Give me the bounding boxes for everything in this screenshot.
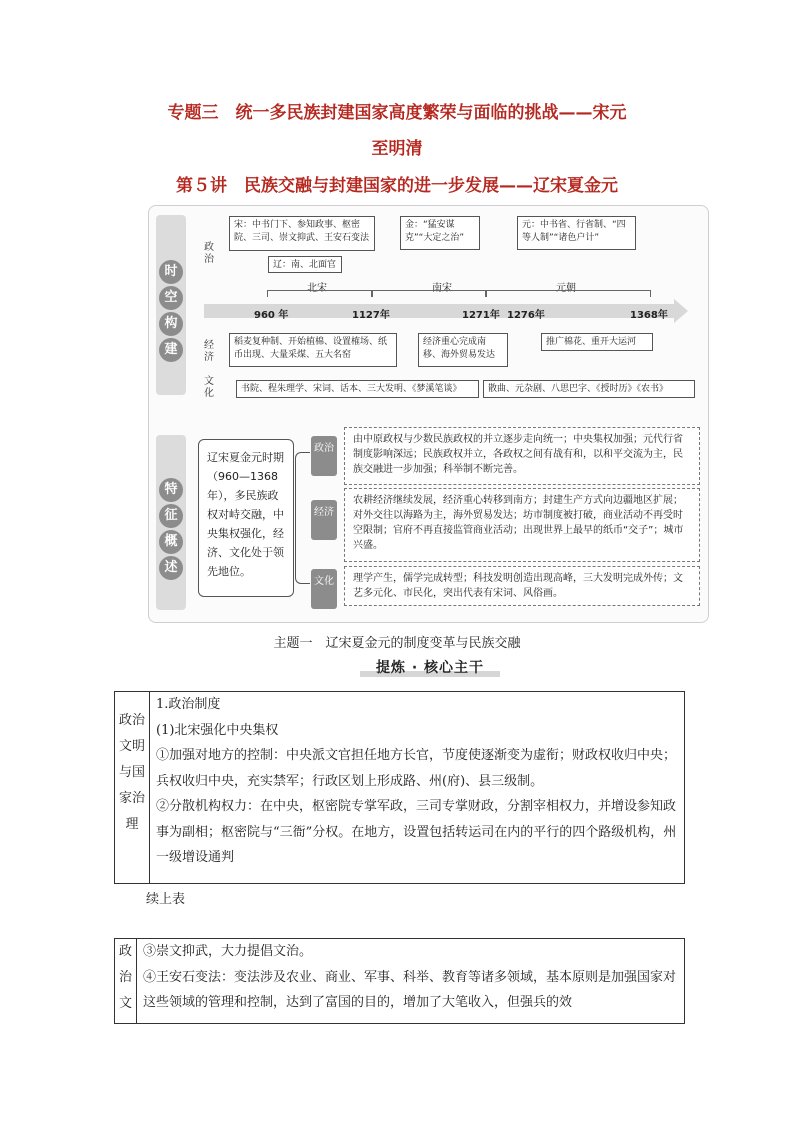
section2-char-1: 特 xyxy=(159,478,183,502)
feature-desc-politics: 由中原政权与少数民族政权的并立逐步走向统一；中央集权加强；元代行省制度影响深远；民族政权并立，各政权之间有战有和，以和平交流为主，民族交融进一步加强；科举制不断完善。 xyxy=(344,427,700,485)
section1-char-3: 构 xyxy=(159,312,183,336)
summary-box: 辽宋夏金元时期（960—1368年），多民族政权对峙交融，中央集权强化，经济、文化处于领先地位。 xyxy=(198,439,294,597)
economy-song-box: 稻麦复种制、开始植棉、设置榷场、纸币出现、大量采煤、五大名窑 xyxy=(229,333,397,367)
table2-category xyxy=(115,939,137,1024)
table2-content xyxy=(137,939,685,1024)
theme-heading: 主题一 辽宋夏金元的制度变革与民族交融 xyxy=(273,636,521,651)
row-label-culture: 文化 xyxy=(204,376,214,399)
summary-brace xyxy=(295,452,310,584)
section2-char-2: 征 xyxy=(159,504,183,528)
row-label-politics: 政治 xyxy=(204,242,214,265)
section1-char-2: 空 xyxy=(159,286,183,310)
section1-char-1: 时 xyxy=(159,260,183,284)
politics-jin-box: 金：“猛安谋克”“大定之治” xyxy=(400,216,480,250)
year-960: 960 年 xyxy=(254,310,289,321)
year-1271: 1271年 xyxy=(462,310,500,321)
timeline-arrowhead xyxy=(674,299,688,323)
era-bracket-north-song xyxy=(267,290,373,297)
economy-yuan-box: 推广棉花、重开大运河 xyxy=(541,333,653,351)
politics-liao-box: 辽：南、北面官 xyxy=(268,256,342,273)
category-text-2: 政治文 xyxy=(118,944,132,1011)
table2-point-4: ④王安石变法：变法涉及农业、商业、军事、科举、教育等诸多领域，基本原则是加强国家对这些领域的管理和控制，达到了富国的目的，增加了大笔收入，但强兵的效 xyxy=(143,969,677,1010)
feature-desc-culture: 理学产生，儒学完成转型；科技发明创造出现高峰，三大发明完成外传；文艺多元化、市民化，突出代表有宋词、风俗画。 xyxy=(344,566,700,606)
continued-label: 续上表 xyxy=(146,892,186,907)
feature-desc-economy: 农耕经济继续发展，经济重心转移到南方；封建生产方式向边疆地区扩展；对外交往以海路为主，海外贸易发达；坊市制度被打破，商业活动不再受时空限制；官府不再直接监管商业活动；出现世界上最早的纸币“交子”；城市兴盛。 xyxy=(344,488,700,562)
culture-yuan-box: 散曲、元杂剧、八思巴字、《授时历》《农书》 xyxy=(483,380,695,398)
table-point-2: ②分散机构权力：在中央，枢密院专掌军政，三司专掌财政，分割宰相权力，并增设参知政事为副相；枢密院与“三衙”分权。在地方，设置包括转运司在内的平行的四个路级机构，州一级增设通判 xyxy=(156,799,677,865)
table-content xyxy=(150,692,685,884)
era-yuan: 元朝 xyxy=(556,283,576,294)
table-subheading: (1)北宋强化中央集权 xyxy=(156,722,279,738)
lecture-title: 第５讲 民族交融与封建国家的进一步发展——辽宋夏金元 xyxy=(176,176,618,196)
table-category xyxy=(115,692,150,884)
table-heading: 1.政治制度 xyxy=(156,697,221,712)
category-text: 政治文明与国家治理 xyxy=(118,713,145,832)
feature-tag-economy: 经济 xyxy=(311,500,337,540)
era-south-song: 南宋 xyxy=(432,283,452,294)
politics-song-box: 宋：中书门下、参知政事、枢密院、三司、崇文抑武、王安石变法 xyxy=(229,216,375,251)
section2-char-3: 概 xyxy=(159,530,183,554)
year-1368: 1368年 xyxy=(630,310,668,321)
era-bracket-yuan xyxy=(485,290,651,297)
topic-title: 专题三 统一多民族封建国家高度繁荣与面临的挑战——宋元 xyxy=(167,103,627,123)
topic-title-cont: 至明清 xyxy=(371,139,423,159)
feature-tag-culture: 文化 xyxy=(311,569,337,609)
culture-song-box: 书院、程朱理学、宋词、话本、三大发明、《梦溪笔谈》 xyxy=(236,380,479,398)
table2-point-3: ③崇文抑武，大力提倡文治。 xyxy=(143,944,313,959)
table-point-1: ①加强对地方的控制：中央派文官担任地方长官，节度使逐渐变为虚衔；财政权收归中央；兵权收归中央，充实禁军；行政区划上形成路、州(府)、县三级制。 xyxy=(156,748,677,789)
section2-char-4: 述 xyxy=(159,556,183,580)
era-bracket-south-song xyxy=(371,290,487,297)
row-label-economy: 经济 xyxy=(204,340,214,363)
policy-table xyxy=(114,691,685,884)
year-1127: 1127年 xyxy=(352,310,390,321)
politics-yuan-box: 元：中书省、行省制、“四等人制”“诸色户计” xyxy=(517,216,636,250)
core-banner: 提炼 · 核心主干 xyxy=(360,657,500,677)
feature-tag-politics: 政治 xyxy=(311,436,337,476)
economy-south-box: 经济重心完成南移、海外贸易发达 xyxy=(418,333,508,367)
section1-char-4: 建 xyxy=(159,338,183,362)
year-1276: 1276年 xyxy=(507,310,545,321)
policy-table-continued xyxy=(114,938,685,1024)
era-north-song: 北宋 xyxy=(307,283,327,294)
